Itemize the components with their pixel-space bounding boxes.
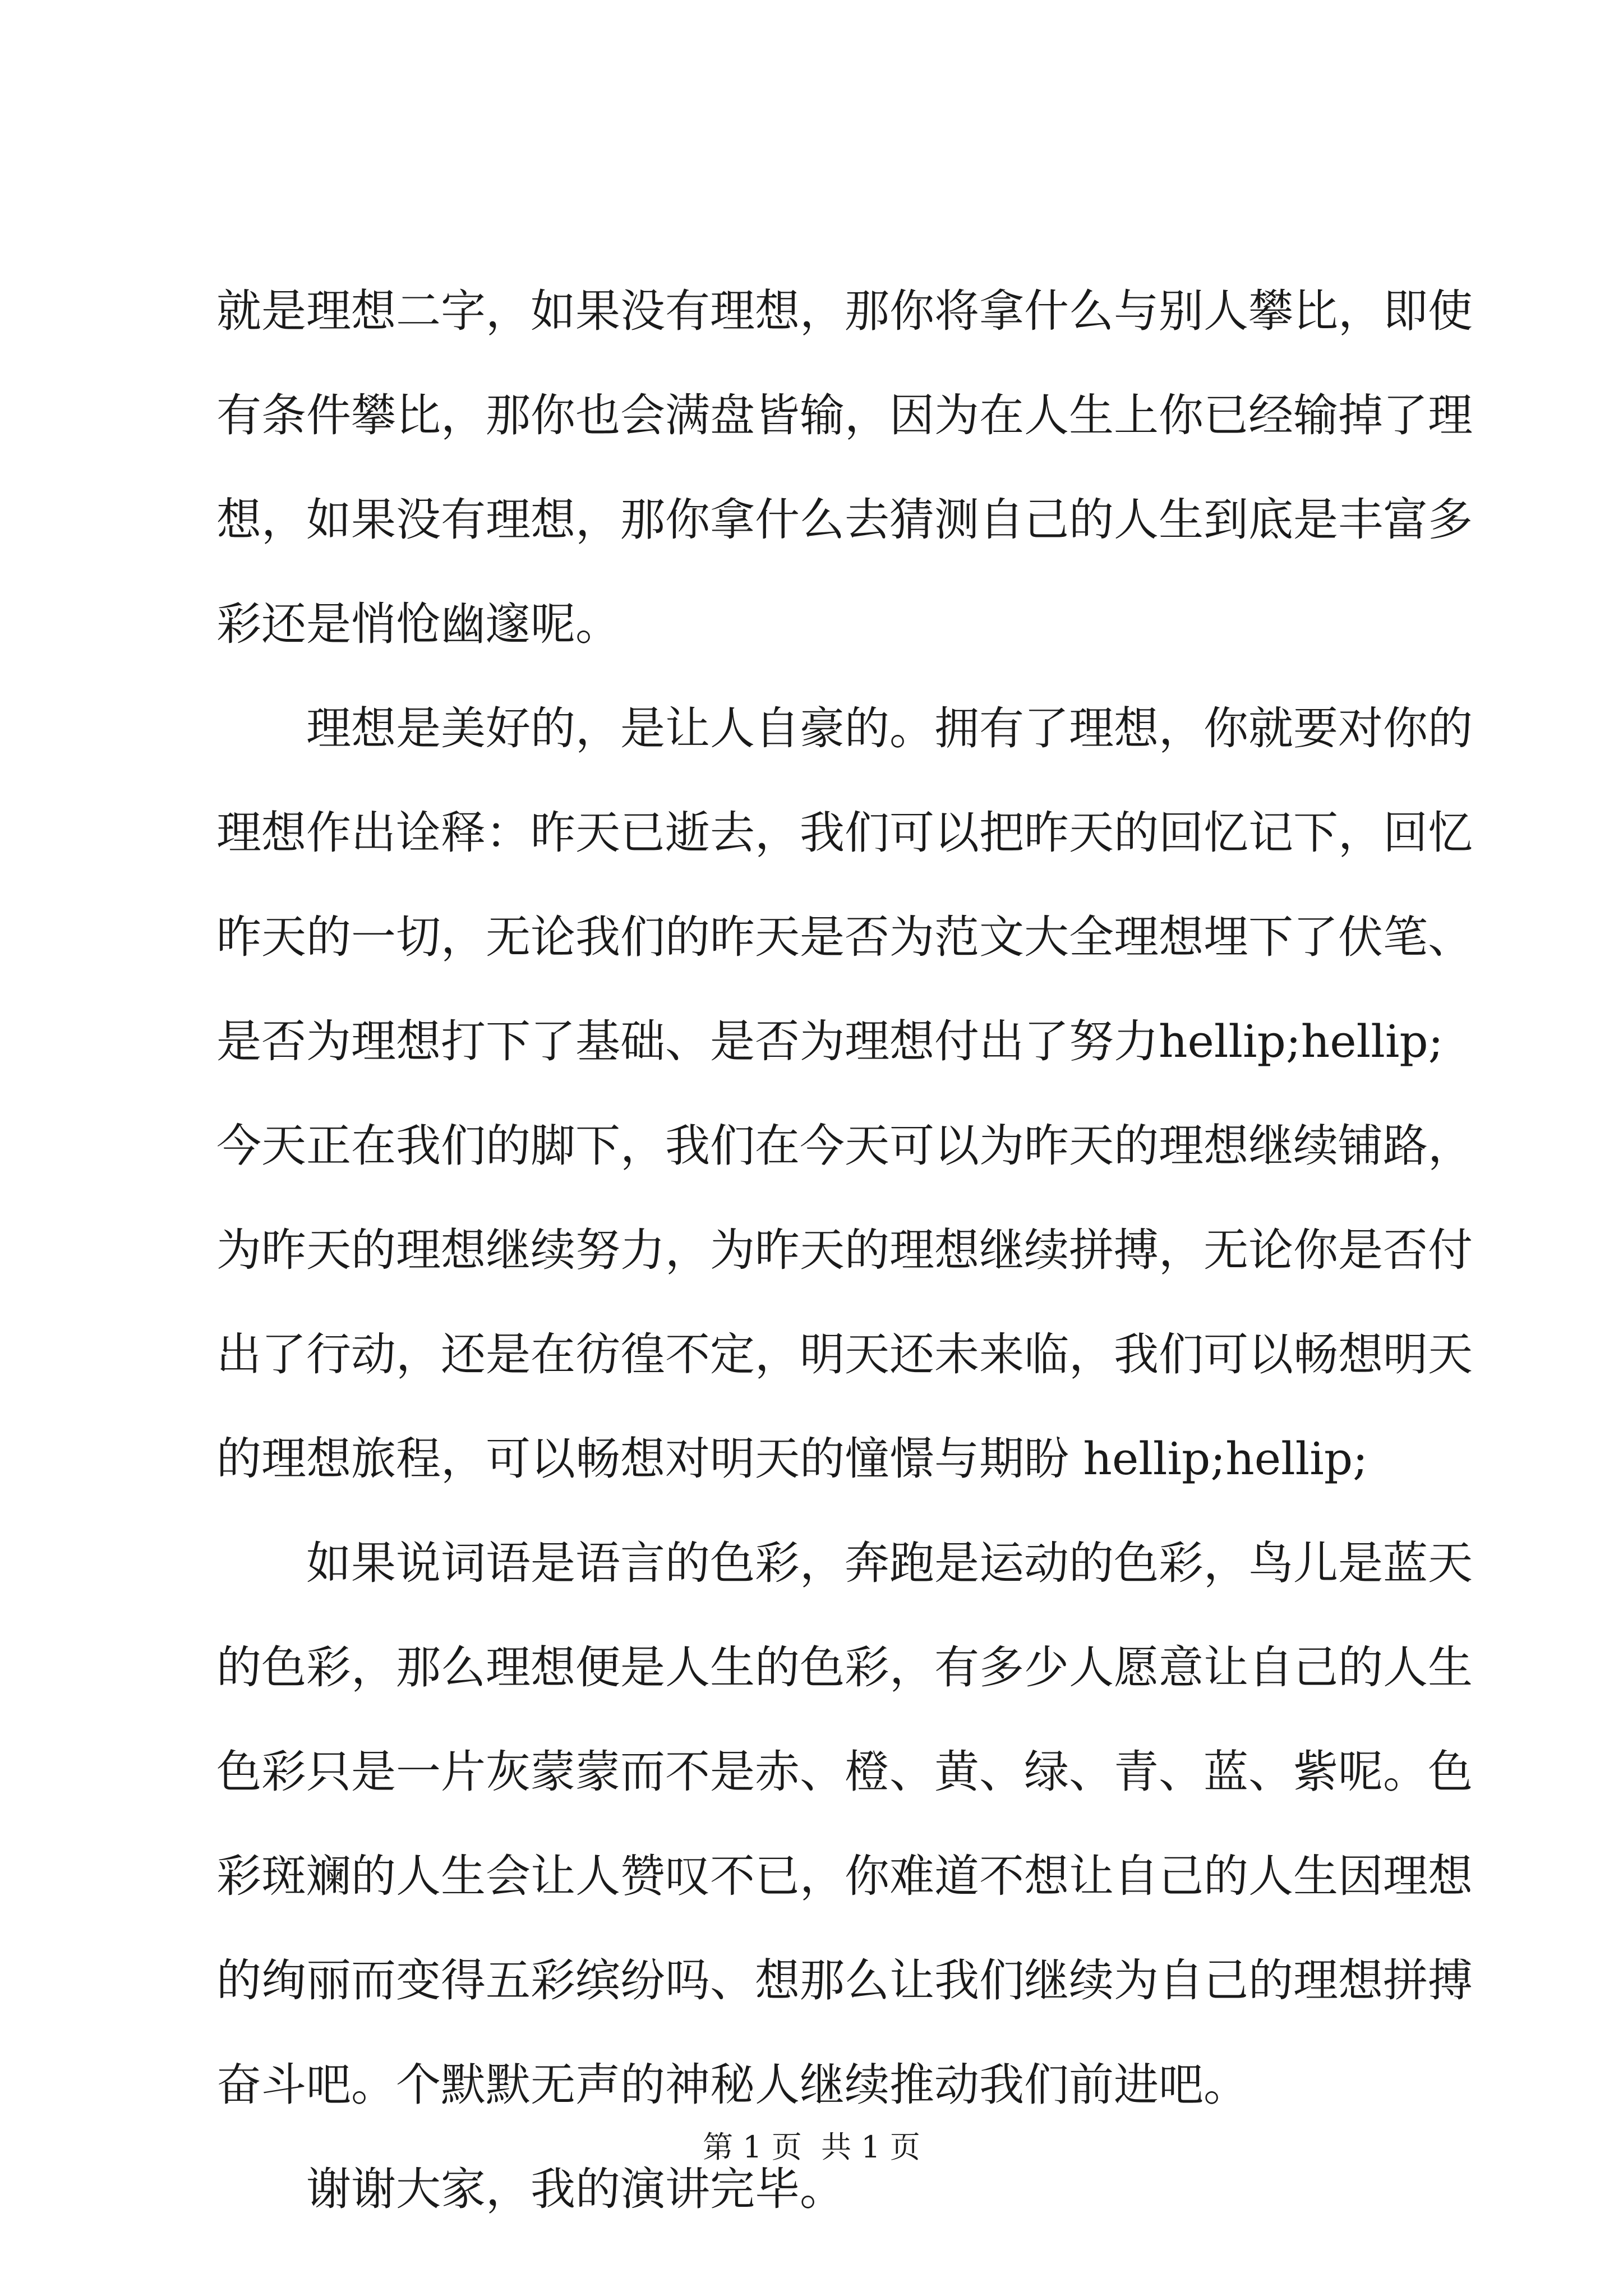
text-line: 如果说词语是语言的色彩，奔跑是运动的色彩，鸟儿是蓝天 xyxy=(306,1537,1473,1589)
text-line: 的绚丽而变得五彩缤纷吗、想那么让我们继续为自己的理想拼搏 xyxy=(216,1954,1473,2007)
text-line: 色彩只是一片灰蒙蒙而不是赤、橙、黄、绿、青、蓝、紫呢。色 xyxy=(216,1746,1473,1798)
body-text xyxy=(216,259,1473,2242)
paragraph-3 xyxy=(216,1511,1473,2137)
paragraph-1 xyxy=(216,259,1473,677)
text-line: 是否为理想打下了基础、是否为理想付出了努力hellip;hellip; xyxy=(216,1015,1444,1068)
text-line: 今天正在我们的脚下，我们在今天可以为昨天的理想继续铺路， xyxy=(216,1120,1473,1172)
text-line: 为昨天的理想继续努力，为昨天的理想继续拼搏，无论你是否付 xyxy=(216,1224,1473,1276)
text-line: 的理想旅程，可以畅想对明天的憧憬与期盼 hellip;hellip; xyxy=(216,1433,1368,1485)
text-line: 彩斑斓的人生会让人赞叹不已，你难道不想让自己的人生因理想 xyxy=(216,1850,1473,1902)
text-line: 理想作出诠释：昨天已逝去，我们可以把昨天的回忆记下，回忆 xyxy=(216,807,1473,859)
text-line: 理想是美好的，是让人自豪的。拥有了理想，你就要对你的 xyxy=(306,702,1473,754)
text-line: 的色彩，那么理想便是人生的色彩，有多少人愿意让自己的人生 xyxy=(216,1641,1473,1694)
text-line: 彩还是悄怆幽邃呢。 xyxy=(216,598,620,650)
page-number-footer: 第 1 页 共 1 页 xyxy=(703,2129,920,2165)
text-line: 就是理想二字，如果没有理想，那你将拿什么与别人攀比，即使 xyxy=(216,285,1473,337)
text-line: 奋斗吧。个默默无声的神秘人继续推动我们前进吧。 xyxy=(216,2059,1248,2111)
text-line: 出了行动，还是在彷徨不定，明天还未来临，我们可以畅想明天 xyxy=(216,1328,1473,1381)
text-line: 想，如果没有理想，那你拿什么去猜测自己的人生到底是丰富多 xyxy=(216,494,1473,546)
text-line: 谢谢大家，我的演讲完毕。 xyxy=(306,2163,845,2215)
text-line: 昨天的一切，无论我们的昨天是否为范文大全理想埋下了伏笔、 xyxy=(216,911,1473,963)
paragraph-2 xyxy=(216,677,1473,1511)
text-line: 有条件攀比，那你也会满盘皆输，因为在人生上你已经输掉了理 xyxy=(216,389,1473,441)
